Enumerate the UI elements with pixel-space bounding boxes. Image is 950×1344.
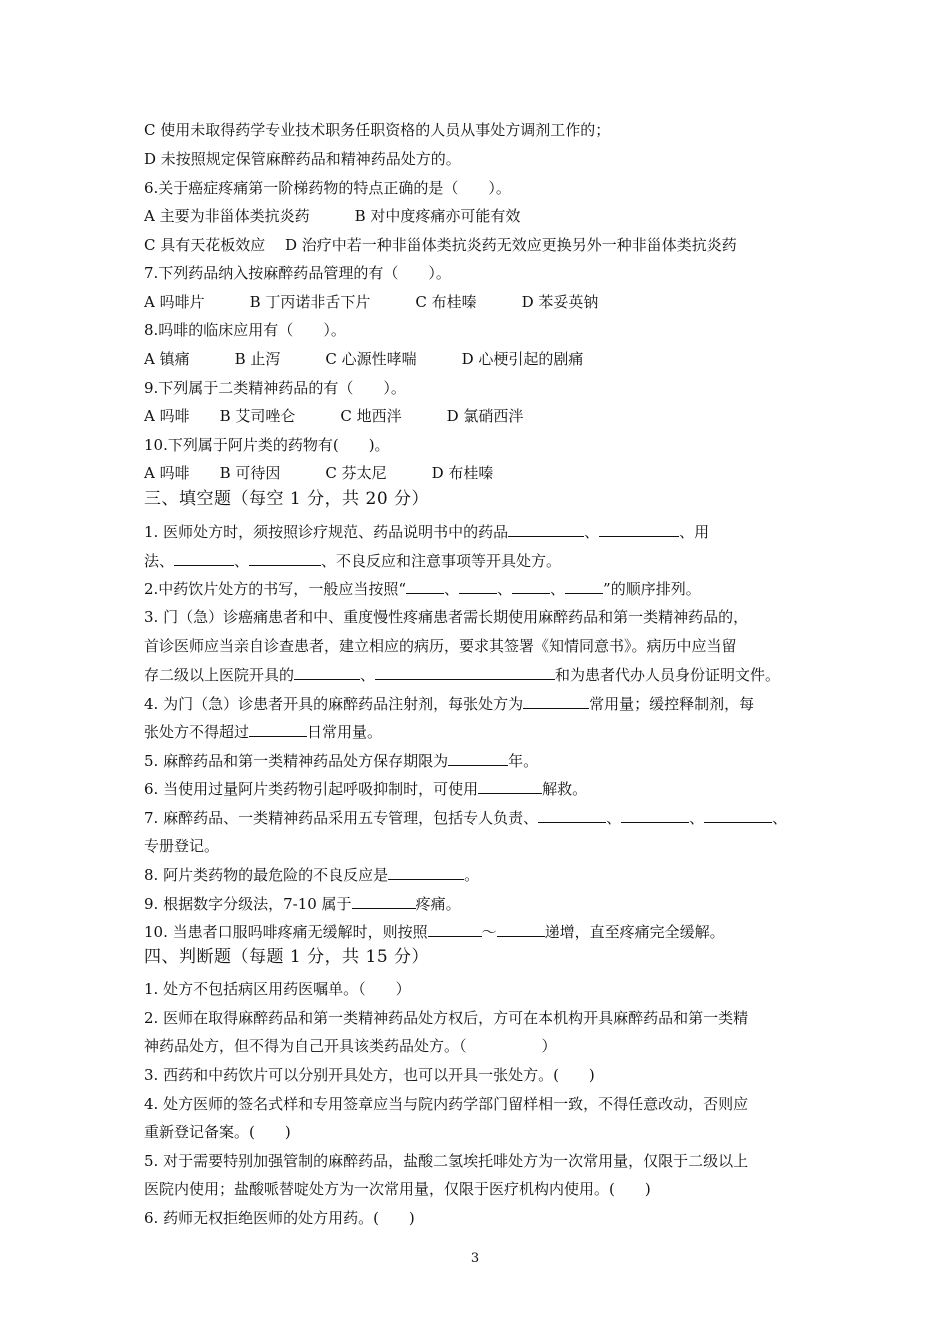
answer-blank[interactable]: [174, 550, 234, 566]
option-line: C 使用未取得药学专业技术职务任职资格的人员从事处方调剂工作的；: [144, 121, 611, 139]
fill-question-line: 首诊医师应当亲自诊查患者，建立相应的病历，要求其签署《知情同意书》。病历中应当留: [144, 637, 737, 655]
judge-question-line: 6. 药师无权拒绝医师的处方用药。( ): [144, 1209, 415, 1227]
text-segment: 、: [443, 580, 459, 598]
option-line: A 吗啡 B 艾司唑仑 C 地西泮 D 氯硝西泮: [144, 407, 524, 425]
judge-question-line: 4. 处方医师的签名式样和专用签章应当与院内药学部门留样相一致，不得任意改动，否则应: [144, 1095, 749, 1113]
question-line: 9.下列属于二类精神药品的有（ ）。: [144, 379, 406, 397]
text-segment: 5. 麻醉药品和第一类精神药品处方保存期限为: [144, 752, 449, 770]
answer-blank[interactable]: [428, 921, 482, 937]
text-segment: 2.中药饮片处方的书写，一般应当按照“: [144, 580, 406, 598]
option-line: A 吗啡片 B 丁丙诺非舌下片 C 布桂嗪 D 苯妥英钠: [144, 293, 599, 311]
answer-blank[interactable]: [523, 693, 589, 709]
question-line: 6.关于癌症疼痛第一阶梯药物的特点正确的是（ ）。: [144, 179, 511, 197]
option-line: A 吗啡 B 可待因 C 芬太尼 D 布桂嗪: [144, 464, 494, 482]
answer-blank[interactable]: [294, 664, 360, 680]
answer-blank[interactable]: [249, 550, 321, 566]
text-segment: 7. 麻醉药品、一类精神药品采用五专管理，包括专人负责、: [144, 809, 539, 827]
text-segment: 存二级以上医院开具的: [144, 666, 295, 684]
judge-question-line: 重新登记备案。( ): [144, 1123, 291, 1141]
option-line: D 未按照规定保管麻醉药品和精神药品处方的。: [144, 150, 461, 168]
text-segment: 解救。: [542, 780, 588, 798]
answer-blank[interactable]: [512, 578, 550, 594]
answer-blank[interactable]: [565, 578, 603, 594]
judge-question-line: 5. 对于需要特别加强管制的麻醉药品，盐酸二氢埃托啡处方为一次常用量，仅限于二级以上: [144, 1152, 749, 1170]
option-line: A 主要为非甾体类抗炎药 B 对中度疼痛亦可能有效: [144, 207, 521, 225]
text-segment: 6. 当使用过量阿片类药物引起呼吸抑制时，可使用: [144, 780, 479, 798]
fill-question-line: [144, 721, 809, 742]
fill-question-line: [144, 693, 809, 714]
fill-question-line: 3. 门（急）诊癌痛患者和中、重度慢性疼痛患者需长期使用麻醉药品和第一类精神药品的，: [144, 608, 749, 626]
answer-blank[interactable]: [249, 721, 307, 737]
text-segment: 10. 当患者口服吗啡疼痛无缓解时，则按照: [144, 923, 428, 941]
text-segment: 1. 医师处方时，须按照诊疗规范、药品说明书中的药品: [144, 523, 509, 541]
text-segment: 、: [584, 523, 600, 541]
section-heading: 三、填空题（每空 1 分，共 20 分）: [144, 489, 430, 509]
text-segment: 4. 为门（急）诊患者开具的麻醉药品注射剂，每张处方为: [144, 695, 524, 713]
text-segment: 、不良反应和注意事项等开具处方。: [321, 552, 562, 570]
text-segment: 、: [360, 666, 376, 684]
answer-blank[interactable]: [538, 807, 606, 823]
fill-question-line: [144, 921, 809, 942]
text-segment: 、: [606, 809, 622, 827]
section-heading: 四、判断题（每题 1 分，共 15 分）: [144, 947, 430, 967]
text-segment: 。: [464, 866, 480, 884]
option-line: C 具有天花板效应 D 治疗中若一种非甾体类抗炎药无效应更换另外一种非甾体类抗炎药: [144, 236, 737, 254]
text-segment: ～: [481, 923, 497, 941]
text-segment: 、: [497, 580, 513, 598]
judge-question-line: 3. 西药和中药饮片可以分别开具处方，也可以开具一张处方。( ): [144, 1066, 595, 1084]
fill-question-line: [144, 521, 809, 542]
answer-blank[interactable]: [448, 750, 508, 766]
fill-question-line: 专册登记。: [144, 837, 220, 855]
answer-blank[interactable]: [388, 864, 464, 880]
text-segment: 疼痛。: [415, 895, 461, 913]
text-segment: 9. 根据数字分级法，7-10 属于: [144, 895, 352, 913]
judge-question-line: 医院内使用；盐酸哌替啶处方为一次常用量，仅限于医疗机构内使用。( ): [144, 1180, 651, 1198]
answer-blank[interactable]: [621, 807, 689, 823]
fill-question-line: [144, 550, 809, 571]
answer-blank[interactable]: [478, 778, 542, 794]
text-segment: 、用: [679, 523, 710, 541]
answer-blank[interactable]: [599, 521, 679, 537]
fill-question-line: [144, 864, 809, 885]
fill-question-line: [144, 664, 809, 685]
text-segment: 日常用量。: [307, 723, 383, 741]
answer-blank[interactable]: [459, 578, 497, 594]
fill-question-line: [144, 778, 809, 799]
judge-question-line: 1. 处方不包括病区用药医嘱单。（ ）: [144, 980, 411, 998]
page-number: 3: [470, 1251, 480, 1266]
text-segment: 8. 阿片类药物的最危险的不良反应是: [144, 866, 389, 884]
answer-blank[interactable]: [352, 893, 416, 909]
text-segment: 、: [689, 809, 705, 827]
text-segment: 、: [772, 809, 788, 827]
answer-blank[interactable]: [704, 807, 772, 823]
answer-blank[interactable]: [406, 578, 444, 594]
text-segment: 常用量；缓控释制剂，每: [589, 695, 755, 713]
judge-question-line: 2. 医师在取得麻醉药品和第一类精神药品处方权后，方可在本机构开具麻醉药品和第一类精: [144, 1009, 749, 1027]
question-line: 8.吗啡的临床应用有（ ）。: [144, 321, 346, 339]
text-segment: 年。: [508, 752, 539, 770]
answer-blank[interactable]: [375, 664, 555, 680]
fill-question-line: [144, 750, 809, 771]
fill-question-line: [144, 578, 809, 599]
question-line: 7.下列药品纳入按麻醉药品管理的有（ ）。: [144, 264, 451, 282]
fill-question-line: [144, 807, 809, 828]
answer-blank[interactable]: [508, 521, 584, 537]
text-segment: 、: [234, 552, 250, 570]
text-segment: 张处方不得超过: [144, 723, 250, 741]
answer-blank[interactable]: [497, 921, 545, 937]
judge-question-line: 神药品处方，但不得为自己开具该类药品处方。（ ）: [144, 1037, 557, 1055]
text-segment: 、: [550, 580, 566, 598]
text-segment: 和为患者代办人员身份证明文件。: [555, 666, 781, 684]
text-segment: 递增，直至疼痛完全缓解。: [544, 923, 725, 941]
text-segment: ”的顺序排列。: [603, 580, 701, 598]
question-line: 10.下列属于阿片类的药物有( )。: [144, 436, 390, 454]
text-segment: 法、: [144, 552, 175, 570]
option-line: A 镇痛 B 止泻 C 心源性哮喘 D 心梗引起的剧痛: [144, 350, 584, 368]
fill-question-line: [144, 893, 809, 914]
